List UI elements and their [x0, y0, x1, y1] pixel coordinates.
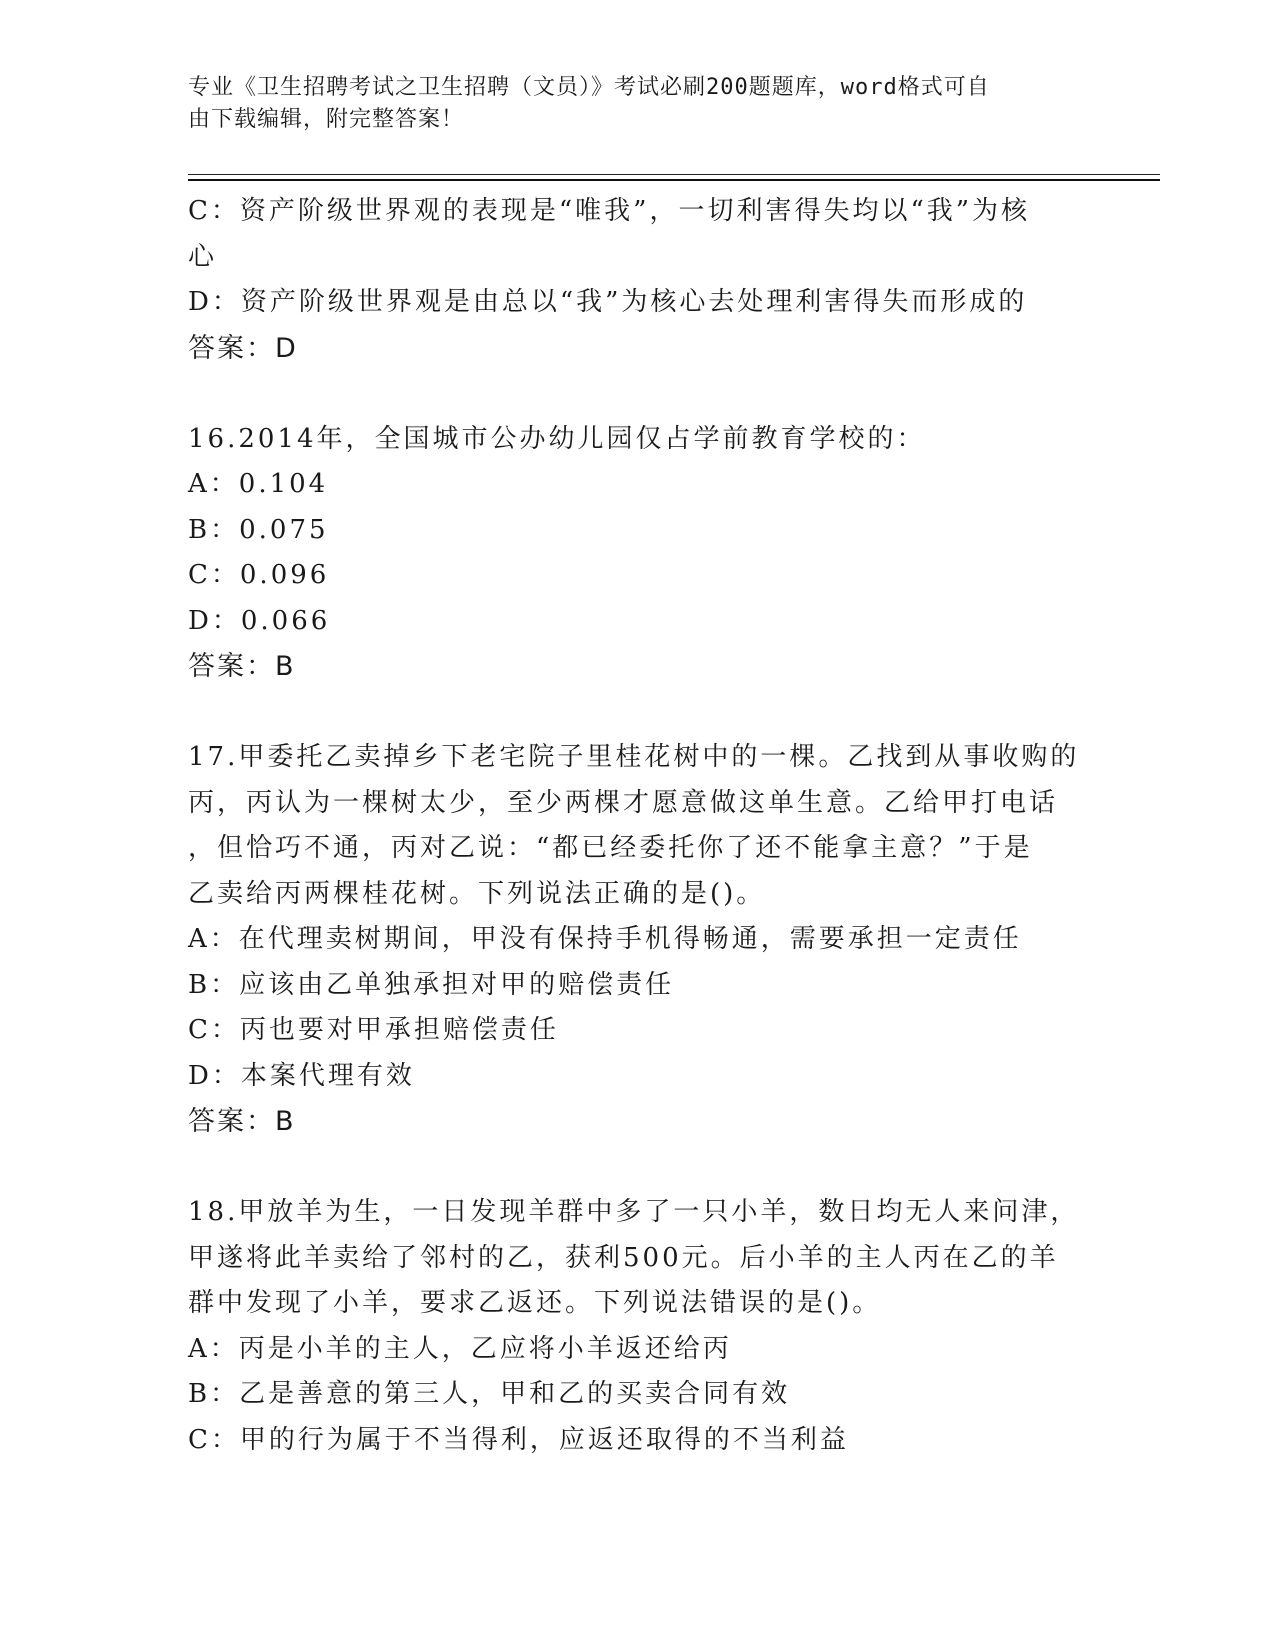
header-title-line-2: 由下载编辑，附完整答案！ [188, 107, 465, 132]
q18-option-b: B：乙是善意的第三人，甲和乙的买卖合同有效 [188, 1379, 791, 1409]
spacer [188, 1145, 1088, 1191]
q17-option-d: D：本案代理有效 [188, 1060, 415, 1091]
spacer [188, 371, 1088, 417]
q17-option-b: B：应该由乙单独承担对甲的赔偿责任 [188, 969, 675, 1000]
q15-option-d: D：资产阶级世界观是由总以“我”为核心去处理利害得失而形成的 [188, 287, 1028, 317]
q18-option-a: A：丙是小羊的主人，乙应将小羊返还给丙 [188, 1333, 732, 1364]
q18-stem-line-3: 群中发现了小羊，要求乙返还。下列说法错误的是()。 [188, 1288, 882, 1318]
q17-stem-line-4: 乙卖给丙两棵桂花树。下列说法正确的是()。 [188, 878, 766, 909]
q15-option-c-line-2: 心 [188, 241, 218, 272]
header-divider-thin [188, 174, 1160, 175]
q17-stem-line-1: 17.甲委托乙卖掉乡下老宅院子里桂花树中的一棵。乙找到从事收购的 [188, 742, 1080, 772]
q17-stem-line-3: ，但恰巧不通，丙对乙说：“都已经委托你了还不能拿主意？”于是 [188, 833, 1033, 863]
q16-stem: 16.2014年，全国城市公办幼儿园仅占学前教育学校的： [188, 423, 926, 454]
q16-option-a: A：0.104 [188, 469, 329, 499]
q17-answer: 答案：B [188, 1106, 296, 1137]
question-body [188, 189, 1088, 1463]
q18-option-c: C：甲的行为属于不当得利，应返还取得的不当利益 [188, 1424, 849, 1455]
q16-option-c: C：0.096 [188, 560, 330, 590]
q16-answer: 答案：B [188, 651, 296, 682]
q18-stem-line-2: 甲遂将此羊卖给了邻村的乙，获利500元。后小羊的主人丙在乙的羊 [188, 1242, 1059, 1273]
header-title-line-1: 专业《卫生招聘考试之卫生招聘（文员）》考试必刷200题题库，word格式可自 [188, 75, 990, 100]
spacer [188, 690, 1088, 736]
q15-answer: 答案：D [188, 332, 298, 364]
q16-option-b: B：0.075 [188, 514, 329, 545]
q15-option-c-line-1: C：资产阶级世界观的表现是“唯我”，一切利害得失均以“我”为核 [188, 196, 1031, 226]
q16-option-d: D：0.066 [188, 605, 331, 636]
q17-stem-line-2: 丙，丙认为一棵树太少，至少两棵才愿意做这单生意。乙给甲打电话 [188, 787, 1059, 818]
document-header [188, 72, 1068, 136]
q17-option-a: A：在代理卖树期间，甲没有保持手机得畅通，需要承担一定责任 [188, 924, 1022, 954]
q17-option-c: C：丙也要对甲承担赔偿责任 [188, 1015, 559, 1045]
header-divider-thick [188, 179, 1160, 181]
q18-stem-line-1: 18.甲放羊为生，一日发现羊群中多了一只小羊，数日均无人来问津， [188, 1197, 1080, 1227]
